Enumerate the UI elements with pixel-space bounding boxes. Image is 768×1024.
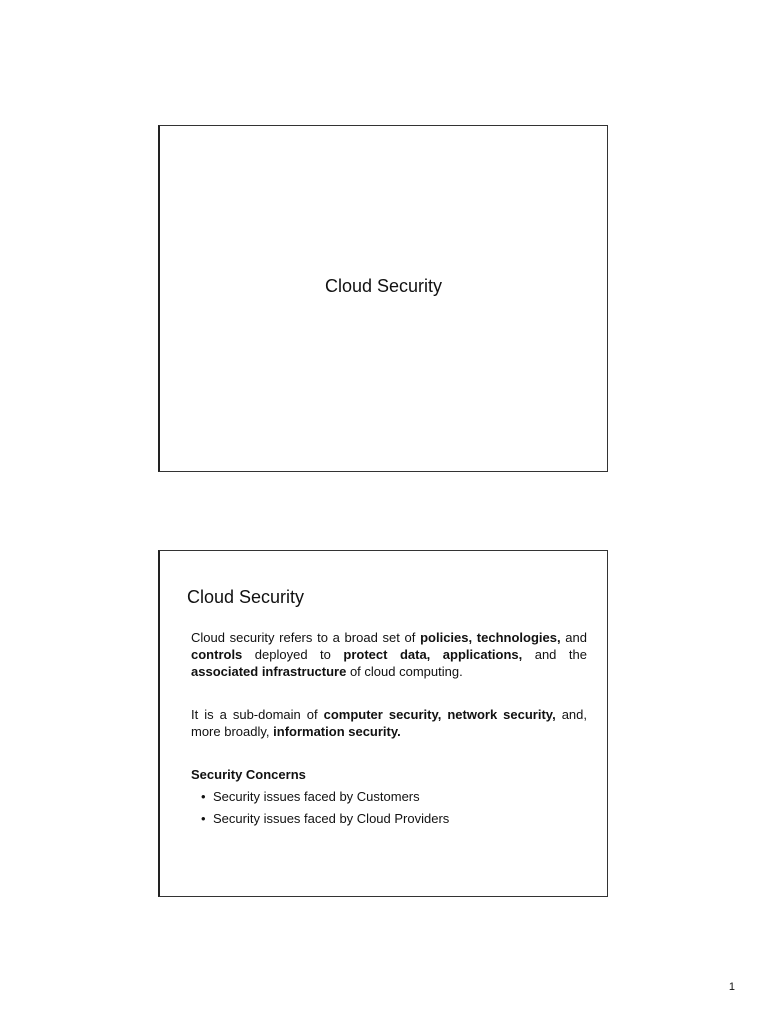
slide-1-title: Cloud Security [324, 276, 443, 296]
text-run: and [560, 630, 587, 645]
bold-run: protect data, applications, [343, 647, 523, 662]
bullet-icon: • [201, 811, 206, 826]
text-run: deployed to [242, 647, 344, 662]
slide-1 [158, 125, 608, 472]
paragraph-subdomain [191, 706, 587, 740]
bold-run: associated infrastructure [191, 664, 347, 679]
text-run: and, more broadly, [191, 707, 588, 739]
slide-2 [158, 550, 608, 897]
bullet-icon: • [201, 789, 206, 804]
list-item [201, 788, 449, 810]
bold-run: controls [191, 647, 243, 662]
bold-run: information security. [273, 724, 401, 739]
paragraph-definition [191, 629, 587, 680]
page-number: 1 [728, 981, 735, 993]
text-run: and the [522, 647, 587, 662]
text-run: Cloud security refers to a broad set of [191, 630, 421, 645]
text-run: of cloud computing. [346, 664, 463, 679]
bold-run: policies, technologies, [420, 630, 561, 645]
security-concerns-list [201, 788, 449, 832]
bullet-text: Security issues faced by Customers [213, 789, 420, 804]
list-item [201, 810, 449, 832]
security-concerns-heading: Security Concerns [191, 767, 306, 782]
slide-2-heading: Cloud Security [187, 587, 305, 607]
text-run: It is a sub-domain of [191, 707, 324, 722]
bold-run: computer security, network security, [323, 707, 556, 722]
bullet-text: Security issues faced by Cloud Providers [213, 811, 450, 826]
